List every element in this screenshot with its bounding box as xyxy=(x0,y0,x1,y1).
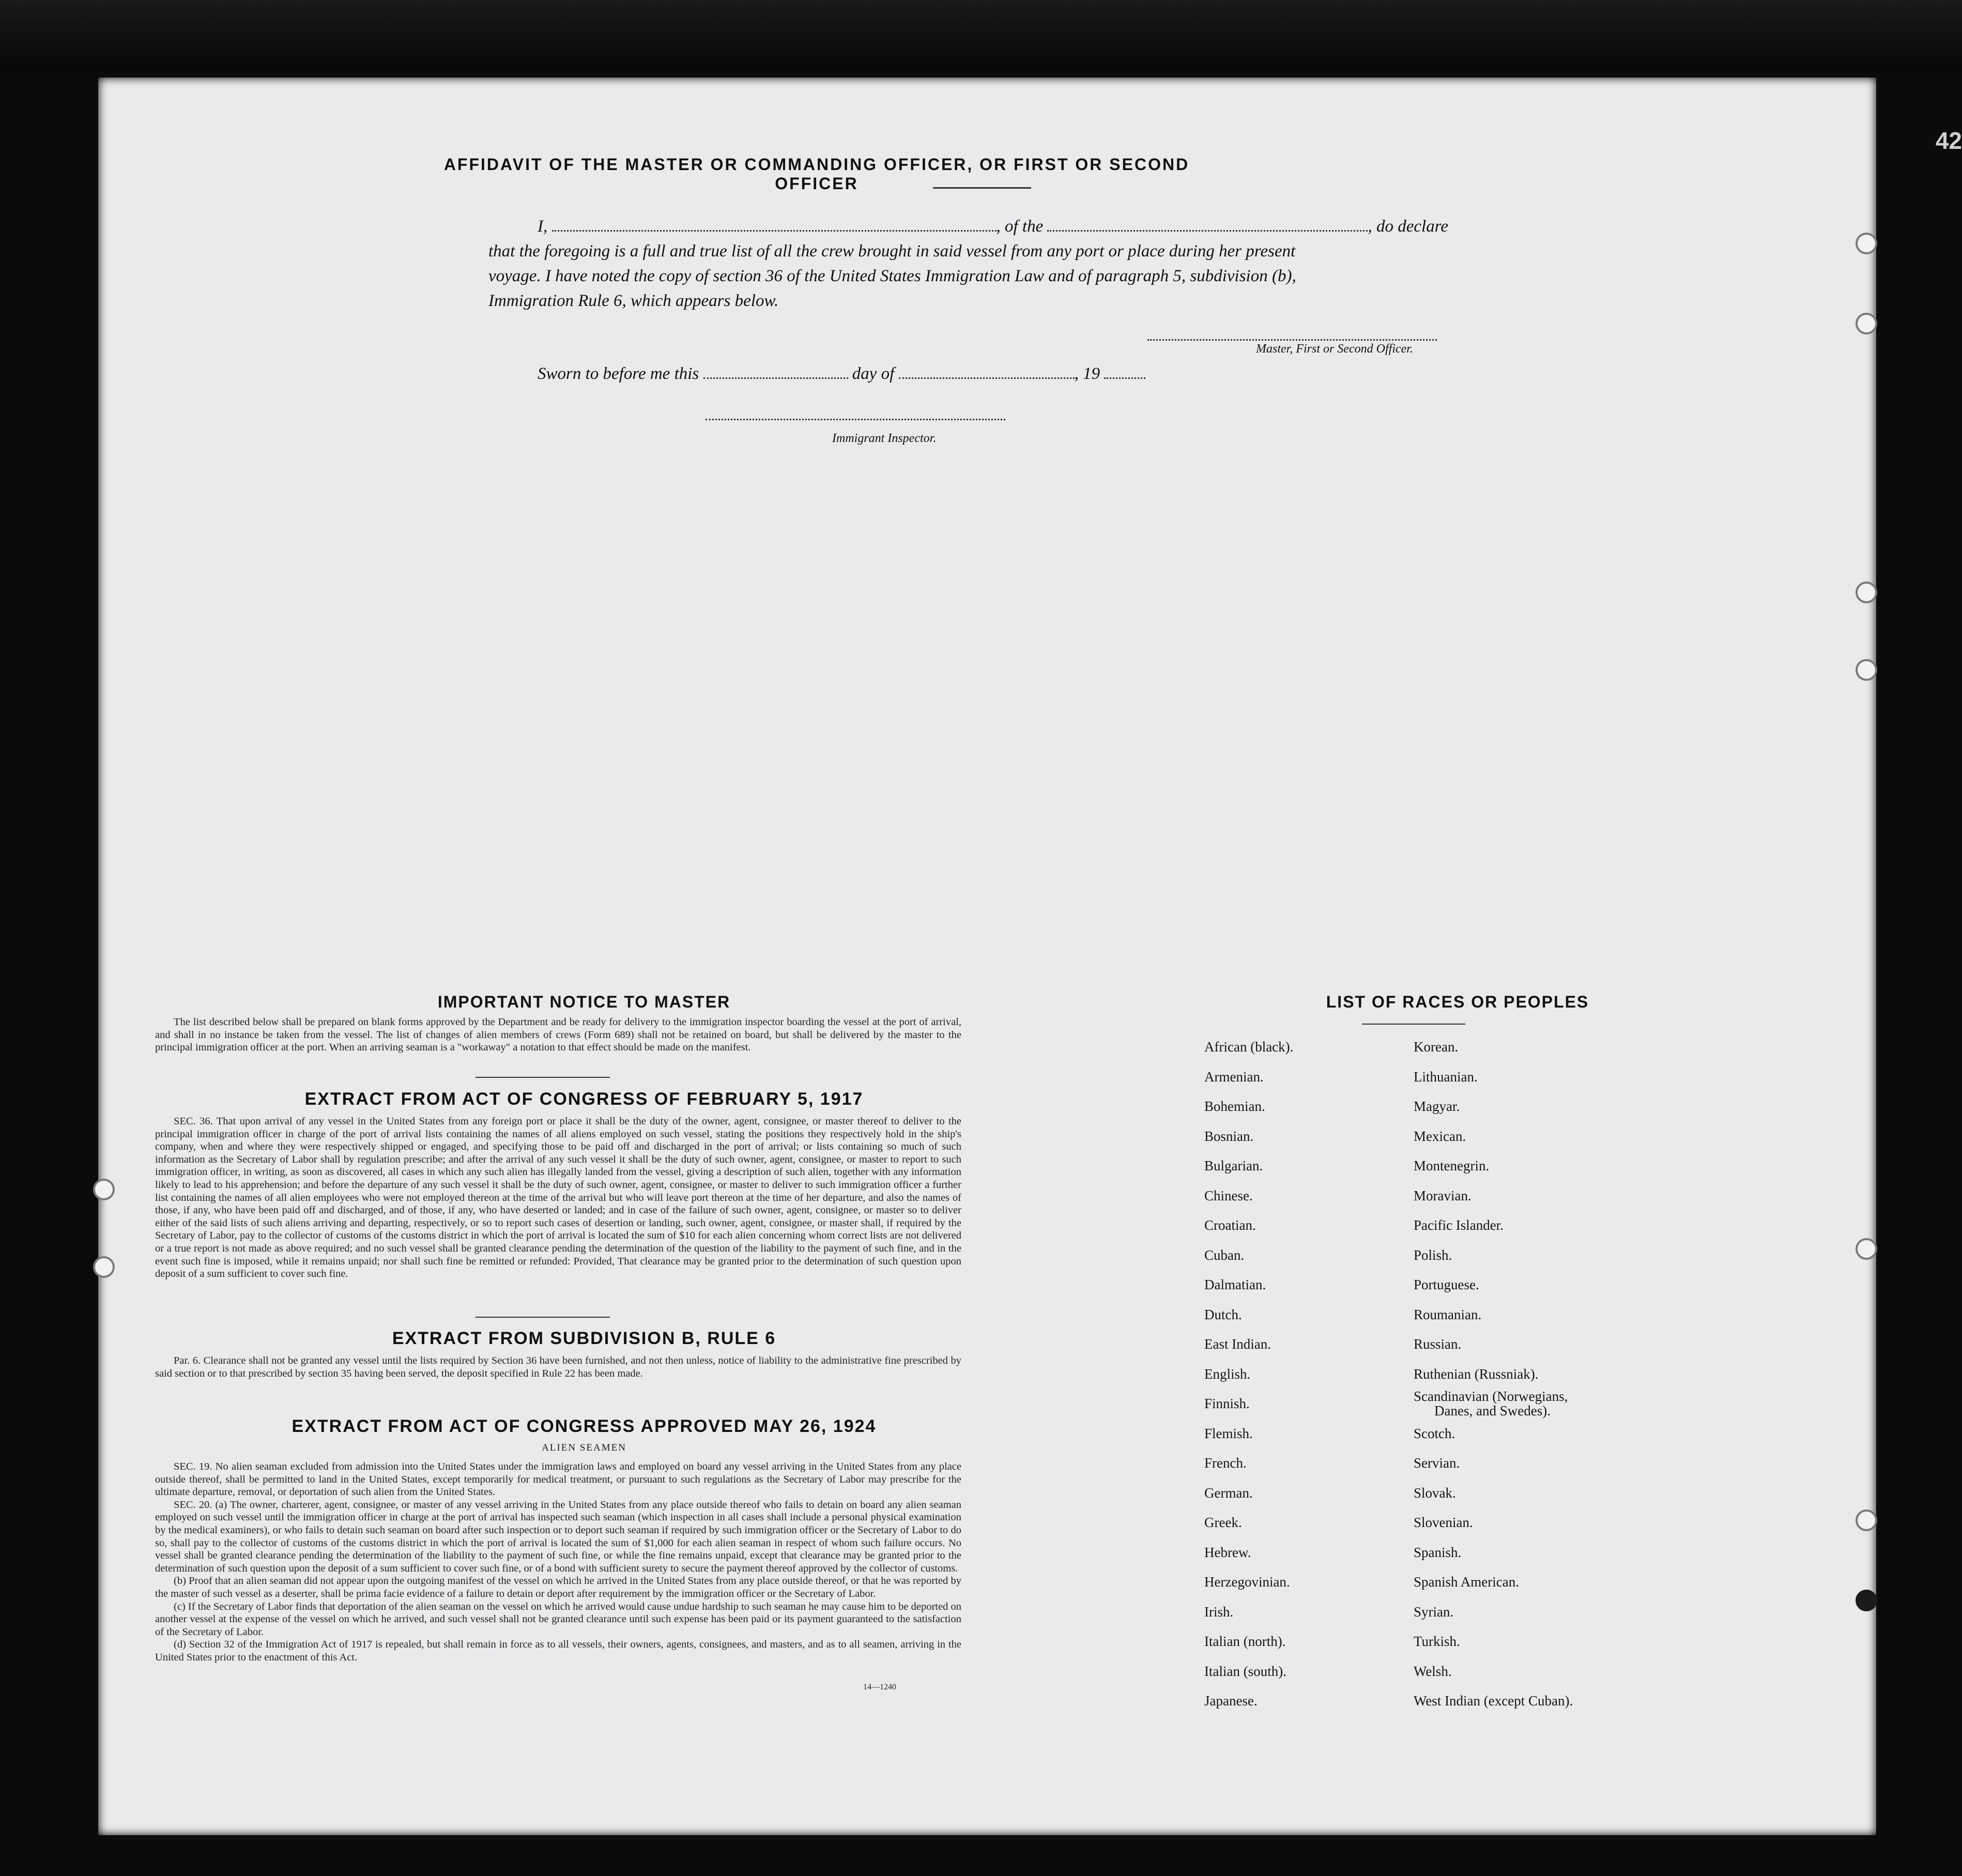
inspector-label: Immigrant Inspector. xyxy=(832,432,937,445)
race-item: Montenegrin. xyxy=(1414,1158,1490,1173)
race-item: Chinese. xyxy=(1204,1187,1253,1203)
race-item: Magyar. xyxy=(1414,1099,1460,1114)
race-item: Finnish. xyxy=(1204,1396,1250,1411)
race-item: Dalmatian. xyxy=(1204,1277,1266,1292)
race-item: Korean. xyxy=(1414,1039,1459,1055)
sworn-day-blank[interactable] xyxy=(703,367,848,379)
extract-1917-title: EXTRACT FROM ACT OF CONGRESS OF FEBRUARY 5, 1917 xyxy=(304,1089,864,1109)
binder-hole xyxy=(93,1256,115,1278)
page-number: 42 xyxy=(1935,127,1962,154)
affidavit-do-declare: , do declare xyxy=(1368,217,1448,236)
sec20b-text: (b) Proof that an alien seaman did not appear upon the outgoing manifest of the vessel on which he arrived in the United States from any place outside thereof, or that he was reported by the master of such vessel as a deserter, shall be prima facie evidence of a failure to detain or deport after requirement by the immigration officer or the Secretary of Labor. xyxy=(155,1575,961,1599)
race-item: Scotch. xyxy=(1414,1425,1455,1441)
alien-seamen-subtitle: ALIEN SEAMEN xyxy=(542,1442,626,1453)
race-item: Cuban. xyxy=(1204,1247,1245,1263)
form-number: 14—1240 xyxy=(863,1683,896,1691)
extract-1924-paragraphs xyxy=(155,1460,961,1664)
race-item: Japanese. xyxy=(1204,1693,1258,1709)
binder-hole xyxy=(1856,1509,1877,1531)
binder-hole xyxy=(1856,582,1877,603)
race-item: German. xyxy=(1204,1485,1253,1501)
notice-paragraph xyxy=(155,1016,961,1054)
affidavit-line-4: Immigration Rule 6, which appears below. xyxy=(488,292,779,310)
race-item: African (black). xyxy=(1204,1039,1294,1055)
name-blank[interactable] xyxy=(552,220,997,232)
race-item: West Indian (except Cuban). xyxy=(1414,1693,1573,1709)
binder-hole xyxy=(93,1179,115,1200)
day-of-text: day of xyxy=(852,364,895,383)
affidavit-title: AFFIDAVIT OF THE MASTER OR COMMANDING OFFICER, OR FIRST OR SECOND OFFICER xyxy=(443,155,1190,193)
race-item: Bosnian. xyxy=(1204,1128,1254,1144)
binder-hole xyxy=(1856,1238,1877,1260)
race-item: Hebrew. xyxy=(1204,1544,1251,1560)
race-item: Turkish. xyxy=(1414,1634,1460,1649)
extract-1917-paragraph xyxy=(155,1115,961,1280)
race-item: Herzegovinian. xyxy=(1204,1574,1290,1590)
race-item: Flemish. xyxy=(1204,1425,1253,1441)
race-item: Irish. xyxy=(1204,1604,1234,1620)
binder-hole xyxy=(1856,659,1877,681)
race-item: Moravian. xyxy=(1414,1187,1472,1203)
races-title: LIST OF RACES OR PEOPLES xyxy=(1326,993,1589,1011)
race-item: Syrian. xyxy=(1414,1604,1454,1620)
divider xyxy=(476,1077,610,1078)
divider xyxy=(476,1317,610,1318)
race-item: Dutch. xyxy=(1204,1306,1242,1322)
race-item: Russian. xyxy=(1414,1336,1462,1352)
race-item: Spanish American. xyxy=(1414,1574,1519,1590)
document-sheet xyxy=(98,78,1876,1835)
race-item: Slovak. xyxy=(1414,1485,1456,1501)
sworn-text: Sworn to before me this xyxy=(538,364,699,383)
rule6-paragraph xyxy=(155,1354,961,1380)
race-item: Portuguese. xyxy=(1414,1277,1479,1292)
race-item: Roumanian. xyxy=(1414,1306,1482,1322)
race-item: Armenian. xyxy=(1204,1069,1264,1085)
sworn-year-blank[interactable] xyxy=(1104,367,1145,379)
race-item: Bohemian. xyxy=(1204,1099,1265,1114)
race-item: Scandinavian (Norwegians, xyxy=(1414,1389,1568,1404)
race-item: Servian. xyxy=(1414,1455,1460,1471)
sec20d-text: (d) Section 32 of the Immigration Act of 1917 is repealed, but shall remain in force as to all vessels, their owners, agents, consignees, and masters, and as to all seamen, arriving in the United States prior to the enactment of this Act. xyxy=(155,1639,961,1663)
affidavit-line-2: that the foregoing is a full and true list of all the crew brought in said vessel from any port or place during her present xyxy=(488,242,1296,261)
master-label: Master, First or Second Officer. xyxy=(1256,342,1413,356)
affidavit-i: I, xyxy=(538,217,548,236)
sec20a-text: SEC. 20. (a) The owner, charterer, agent, consignee, or master of any vessel arriving in the United States from any place outside thereof who fails to detain on board any alien seaman employed on such vessel until the immigration officer in charge at the port of arrival has inspected such seaman (which inspection in all cases shall include a personal physical examination by the medical examiners), or who fails to detain such seaman on board after such inspection or to deport such seaman if required by such immigration officer or the Secretary of Labor to do so, shall pay to the collector of customs of the customs district in which the port of arrival is located the sum of $1,000 for each alien seaman in respect of whom such failure occurs. No vessel shall be granted clearance pending the determination of the liability to the payment of such fine, or while the fine remains unpaid, except that clearance may be granted prior to the determination of such question upon the deposit of a sum sufficient to cover such fine, or of a bond with sufficient surety to secure the payment thereof approved by the collector of customs. xyxy=(155,1499,961,1574)
master-signature-blank[interactable] xyxy=(1147,329,1437,341)
extract-1917-text: SEC. 36. That upon arrival of any vessel in the United States from any foreign port or place it shall be the duty of the owner, agent, consignee, or master thereof to deliver to the principal immigration officer in charge of the port of arrival lists containing the names of all aliens employed on such vessel, stating the positions they respectively hold in the ship's company, when and where they were respectively shipped or engaged, and specifying those to be paid off and discharged in the port of arrival; or lists containing so much of such information as the Secretary of Labor shall by regulation prescribe; and after the arrival of any such vessel it shall be the duty of such owner, agent, consignee, or master to report to such immigration officer, in writing, as soon as discovered, all cases in which any such alien has illegally landed from the vessel, giving a description of such alien, together with any information likely to lead to his apprehension; and before the departure of any such vessel it shall be the duty of such owner, agent, consignee, or master to deliver to such immigration officer a further list containing the names of all alien employees who were not employed thereon at the time of the arrival but who will leave port thereon at the time of her departure, and also the names of those, if any, who have been paid off and discharged, and of those, if any, who have deserted or landed; and in case of the failure of such owner, agent, consignee, or master so to deliver either of the said lists of such aliens arriving and departing, respectively, or so to report such cases of desertion or landing, such owner, agent, consignee, or master shall, if required by the Secretary of Labor, pay to the collector of customs of the customs district in which the port of arrival is located the sum of $10 for each alien concerning whom correct lists are not delivered or a true report is not made as above required; and no such vessel shall be granted clearance pending the determination of the question of the liability to the payment of such fine, and in the event such fine is imposed, while it remains unpaid; nor shall such fine be remitted or refunded: Provided, That clearance may be granted prior to the determination of such question upon deposit of a sum sufficient to cover such fine. xyxy=(155,1116,961,1280)
race-item: Spanish. xyxy=(1414,1544,1462,1560)
race-item: French. xyxy=(1204,1455,1247,1471)
rule6-title: EXTRACT FROM SUBDIVISION B, RULE 6 xyxy=(392,1329,776,1348)
race-item: Polish. xyxy=(1414,1247,1452,1263)
notice-title: IMPORTANT NOTICE TO MASTER xyxy=(437,993,731,1011)
sec20c-text: (c) If the Secretary of Labor finds that deportation of the alien seaman on the vessel on which he arrived would cause undue hardship to such seaman he may cause him to be deported on another vessel at the expense of the vessel on which he arrived, and such vessel shall not be granted clearance until such expense has been paid or its payment guaranteed to the satisfaction of the Secretary of Labor. xyxy=(155,1600,961,1638)
affidavit-line-3: voyage. I have noted the copy of section 36 of the United States Immigration Law and of paragraph 5, subdivision (b), xyxy=(488,267,1296,285)
sec19-text: SEC. 19. No alien seaman excluded from admission into the United States under the immigration laws and employed on board any vessel arriving in the United States from any place outside thereof, shall be permitted to land in the United States, except temporarily for medical treatment, or pursuant to such regulations as the Secretary of Labor may prescribe for the ultimate departure, removal, or deportation of such alien from the United States. xyxy=(155,1461,961,1498)
race-item: English. xyxy=(1204,1366,1251,1382)
race-item: Bulgarian. xyxy=(1204,1158,1263,1173)
race-item: Slovenian. xyxy=(1414,1515,1473,1530)
race-item: Italian (north). xyxy=(1204,1634,1286,1649)
vessel-blank[interactable] xyxy=(1047,220,1368,232)
binder-hole xyxy=(1856,313,1877,334)
sworn-month-blank[interactable] xyxy=(899,367,1075,379)
divider xyxy=(1362,1024,1465,1025)
race-item: Mexican. xyxy=(1414,1128,1466,1144)
race-item: Ruthenian (Russniak). xyxy=(1414,1366,1539,1382)
binder-hole xyxy=(1856,233,1877,254)
race-item: East Indian. xyxy=(1204,1336,1271,1352)
race-item-continued: Danes, and Swedes). xyxy=(1434,1403,1551,1419)
extract-1924-title: EXTRACT FROM ACT OF CONGRESS APPROVED MAY 26, 1924 xyxy=(292,1416,877,1436)
races-list xyxy=(1204,1039,1825,1804)
inspector-signature-blank[interactable] xyxy=(706,408,1005,420)
scan-top-edge xyxy=(0,0,1962,72)
race-item: Croatian. xyxy=(1204,1217,1256,1233)
rule6-text: Par. 6. Clearance shall not be granted any vessel until the lists required by Section 36 have been furnished, and not then unless, notice of liability to the administrative fine prescribed by said section or to that prescribed by section 35 having been served, the deposit specified in Rule 22 has been made. xyxy=(155,1355,961,1379)
year-prefix: , 19 xyxy=(1074,364,1100,383)
race-item: Lithuanian. xyxy=(1414,1069,1478,1085)
binder-hole xyxy=(1856,1590,1877,1611)
race-item: Pacific Islander. xyxy=(1414,1217,1504,1233)
divider xyxy=(933,187,1031,189)
notice-text: The list described below shall be prepared on blank forms approved by the Department and be ready for delivery to the immigration inspector boarding the vessel at the port of arrival, and shall in no instance be taken from the vessel. The list of changes of alien members of crews (Form 689) shall not be retained on board, but shall be delivered by the master to the principal immigration officer at the port. When an arriving seaman is a "workaway" a notation to that effect should be made on the manifest. xyxy=(155,1016,961,1054)
affidavit-of-the: , of the xyxy=(996,217,1044,236)
race-item: Welsh. xyxy=(1414,1663,1452,1679)
race-item: Greek. xyxy=(1204,1515,1242,1530)
race-item: Italian (south). xyxy=(1204,1663,1286,1679)
